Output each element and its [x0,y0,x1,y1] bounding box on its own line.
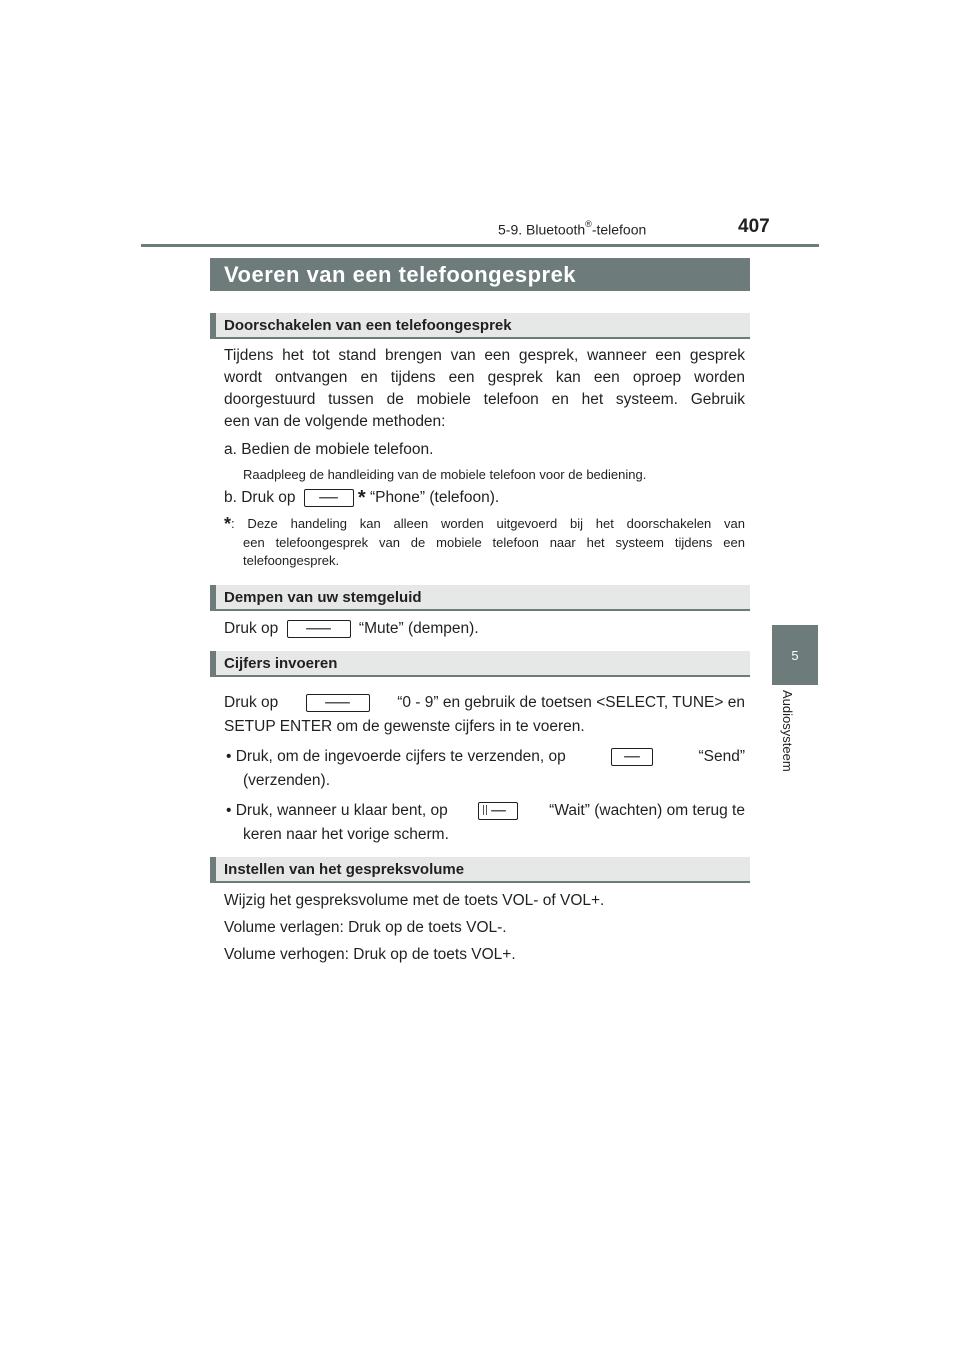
wait-bullet-prefix: • Druk, wanneer u klaar bent, op [226,802,448,819]
wait-bullet-suffix: “Wait” (wachten) om terug te [549,802,745,819]
wait-button-icon[interactable] [478,802,518,820]
section-breadcrumb [498,221,646,238]
mute-prefix: Druk op [224,620,279,637]
section-heading-switch: Doorschakelen van een telefoongesprek [210,313,750,339]
chapter-label: Audiosysteem [780,690,795,772]
chapter-tab [772,625,818,685]
digits-suffix: “0 - 9” en gebruik de toetsen <SELECT, TUNE> en [397,694,745,711]
option-b-suffix: “Phone” (telefoon). [369,489,500,506]
volume-line3: Volume verhogen: Druk op de toets VOL+. [224,946,516,963]
digits-line1 [224,692,745,714]
section-heading-digits: Cijfers invoeren [210,651,750,677]
section-heading-volume: Instellen van het gespreksvolume [210,857,750,883]
footnote-line2: een telefoongesprek van de mobiele telefoon naar het systeem tijdens een [243,534,745,550]
digits-button-icon[interactable] [306,694,370,712]
option-b-star: * [357,487,366,509]
mute-button-icon[interactable] [287,620,351,638]
wait-bullet [226,800,745,822]
switch-intro-line4: een van de volgende methoden: [224,413,446,430]
option-b [224,487,499,509]
section-prefix: 5-9. Bluetooth [498,221,586,238]
switch-intro-line2: wordt ontvangen en tijdens een gesprek kan een oproep worden [224,369,745,386]
page-title: Voeren van een telefoongesprek [210,258,750,291]
option-b-prefix: b. Druk op [224,489,296,506]
section-suffix: -telefoon [591,221,647,238]
send-button-icon[interactable] [611,748,653,766]
send-bullet-suffix: “Send” [698,748,745,765]
switch-intro-line3: doorgestuurd tussen de mobiele telefoon en het systeem. Gebruik [224,391,745,408]
option-a: a. Bedien de mobiele telefoon. [224,441,434,458]
header-divider [141,244,819,247]
volume-line1: Wijzig het gespreksvolume met de toets VOL- of VOL+. [224,892,605,909]
digits-line2: SETUP ENTER om de gewenste cijfers in te voeren. [224,718,585,735]
send-bullet [226,746,745,768]
switch-intro-line1: Tijdens het tot stand brengen van een gesprek, wanneer een gesprek [224,347,745,364]
option-a-note: Raadpleeg de handleiding van de mobiele telefoon voor de bediening. [243,467,647,482]
footnote-text1: : Deze handeling kan alleen worden uitgevoerd bij het doorschakelen van [231,516,745,531]
mute-instruction [224,618,479,640]
wait-bullet-line2: keren naar het vorige scherm. [243,826,449,843]
footnote-line3: telefoongesprek. [243,553,340,568]
send-bullet-line2: (verzenden). [243,772,331,789]
chapter-number: 5 [791,647,799,663]
send-bullet-prefix: • Druk, om de ingevoerde cijfers te verzenden, op [226,748,566,765]
page-number: 407 [738,216,770,237]
footnote-line1 [224,515,745,534]
digits-prefix: Druk op [224,694,279,711]
registered-mark: ® [585,219,592,229]
mute-suffix: “Mute” (dempen). [358,620,479,637]
phone-button-icon[interactable] [304,489,354,507]
footnote-mark: * [224,514,232,534]
section-heading-mute: Dempen van uw stemgeluid [210,585,750,611]
volume-line2: Volume verlagen: Druk op de toets VOL-. [224,919,507,936]
footnote [224,515,745,571]
